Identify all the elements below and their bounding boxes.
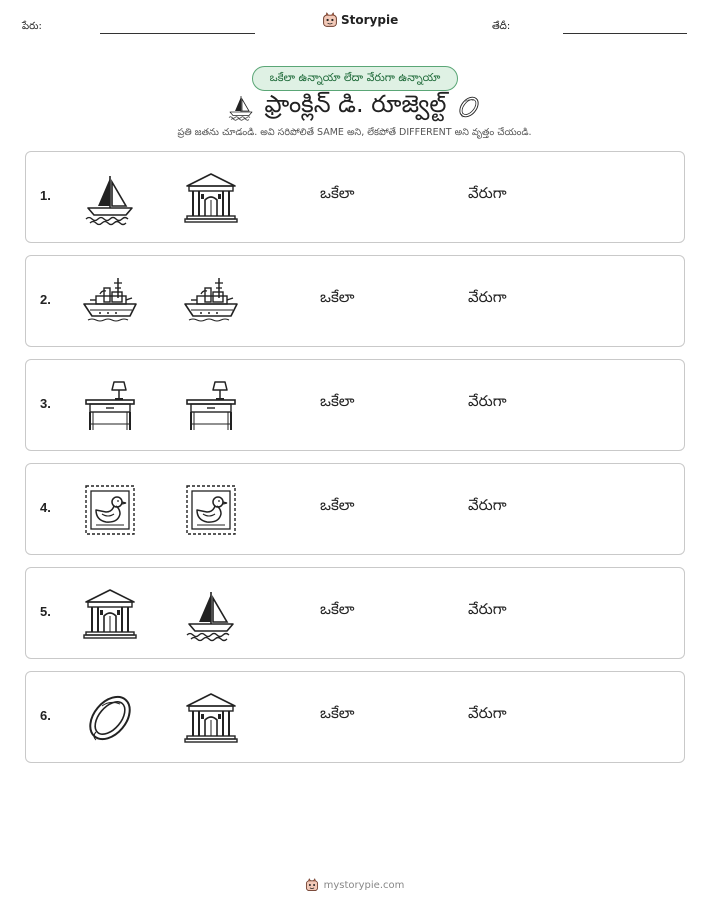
footer bbox=[0, 878, 709, 892]
question-row bbox=[25, 567, 685, 659]
building-icon bbox=[82, 586, 138, 642]
left-picture bbox=[82, 586, 138, 642]
same-option[interactable]: ఒకేలా bbox=[320, 496, 355, 514]
ring-icon bbox=[456, 94, 482, 120]
left-picture bbox=[82, 274, 138, 330]
date-label: తేదీ: bbox=[492, 21, 511, 32]
same-option[interactable]: ఒకేలా bbox=[320, 600, 355, 618]
desk-lamp-icon bbox=[82, 378, 138, 434]
sailboat-icon bbox=[82, 170, 138, 226]
building-icon bbox=[183, 690, 239, 746]
worksheet-header bbox=[0, 12, 709, 42]
same-option[interactable]: ఒకేలా bbox=[320, 392, 355, 410]
sailboat-icon bbox=[183, 586, 239, 642]
question-number: 2. bbox=[40, 292, 51, 307]
left-picture bbox=[82, 378, 138, 434]
question-row bbox=[25, 671, 685, 763]
storypie-logo-icon bbox=[305, 878, 319, 892]
question-number: 6. bbox=[40, 708, 51, 723]
question-row bbox=[25, 255, 685, 347]
storypie-logo-icon bbox=[322, 12, 338, 28]
different-option[interactable]: వేరుగా bbox=[468, 600, 507, 618]
same-option[interactable]: ఒకేలా bbox=[320, 184, 355, 202]
same-option[interactable]: ఒకేలా bbox=[320, 288, 355, 306]
question-number: 1. bbox=[40, 188, 51, 203]
name-label: పేరు: bbox=[22, 21, 42, 32]
question-number: 4. bbox=[40, 500, 51, 515]
right-picture bbox=[183, 482, 239, 538]
duck-stamp-icon bbox=[183, 482, 239, 538]
desk-lamp-icon bbox=[183, 378, 239, 434]
right-picture bbox=[183, 170, 239, 226]
same-option[interactable]: ఒకేలా bbox=[320, 704, 355, 722]
different-option[interactable]: వేరుగా bbox=[468, 704, 507, 722]
date-field[interactable] bbox=[563, 33, 687, 34]
right-picture bbox=[183, 378, 239, 434]
question-row bbox=[25, 463, 685, 555]
duck-stamp-icon bbox=[82, 482, 138, 538]
instructions: ప్రతి జతను చూడండి. అవి సరిపోలితే SAME అని, లేకపోతే DIFFERENT అని వృత్తం చేయండి. bbox=[177, 127, 532, 138]
different-option[interactable]: వేరుగా bbox=[468, 184, 507, 202]
right-picture bbox=[183, 690, 239, 746]
brand-name: Storypie bbox=[341, 13, 399, 27]
different-option[interactable]: వేరుగా bbox=[468, 392, 507, 410]
left-picture bbox=[82, 690, 138, 746]
different-option[interactable]: వేరుగా bbox=[468, 288, 507, 306]
name-field[interactable] bbox=[100, 33, 255, 34]
right-picture bbox=[183, 586, 239, 642]
title-row bbox=[0, 90, 709, 124]
brand bbox=[322, 12, 398, 28]
question-row bbox=[25, 151, 685, 243]
warship-icon bbox=[183, 274, 239, 330]
page-title: ఫ్రాంక్లిన్ డి. రూజ్వెల్ట్ bbox=[264, 90, 447, 118]
question-row bbox=[25, 359, 685, 451]
topic-badge: ఒకేలా ఉన్నాయా లేదా వేరుగా ఉన్నాయా bbox=[252, 66, 458, 91]
warship-icon bbox=[82, 274, 138, 330]
footer-url: mystorypie.com bbox=[323, 879, 405, 891]
question-number: 5. bbox=[40, 604, 51, 619]
different-option[interactable]: వేరుగా bbox=[468, 496, 507, 514]
question-number: 3. bbox=[40, 396, 51, 411]
ring-icon bbox=[82, 690, 138, 746]
right-picture bbox=[183, 274, 239, 330]
building-icon bbox=[183, 170, 239, 226]
sailboat-icon bbox=[227, 93, 255, 121]
left-picture bbox=[82, 482, 138, 538]
left-picture bbox=[82, 170, 138, 226]
